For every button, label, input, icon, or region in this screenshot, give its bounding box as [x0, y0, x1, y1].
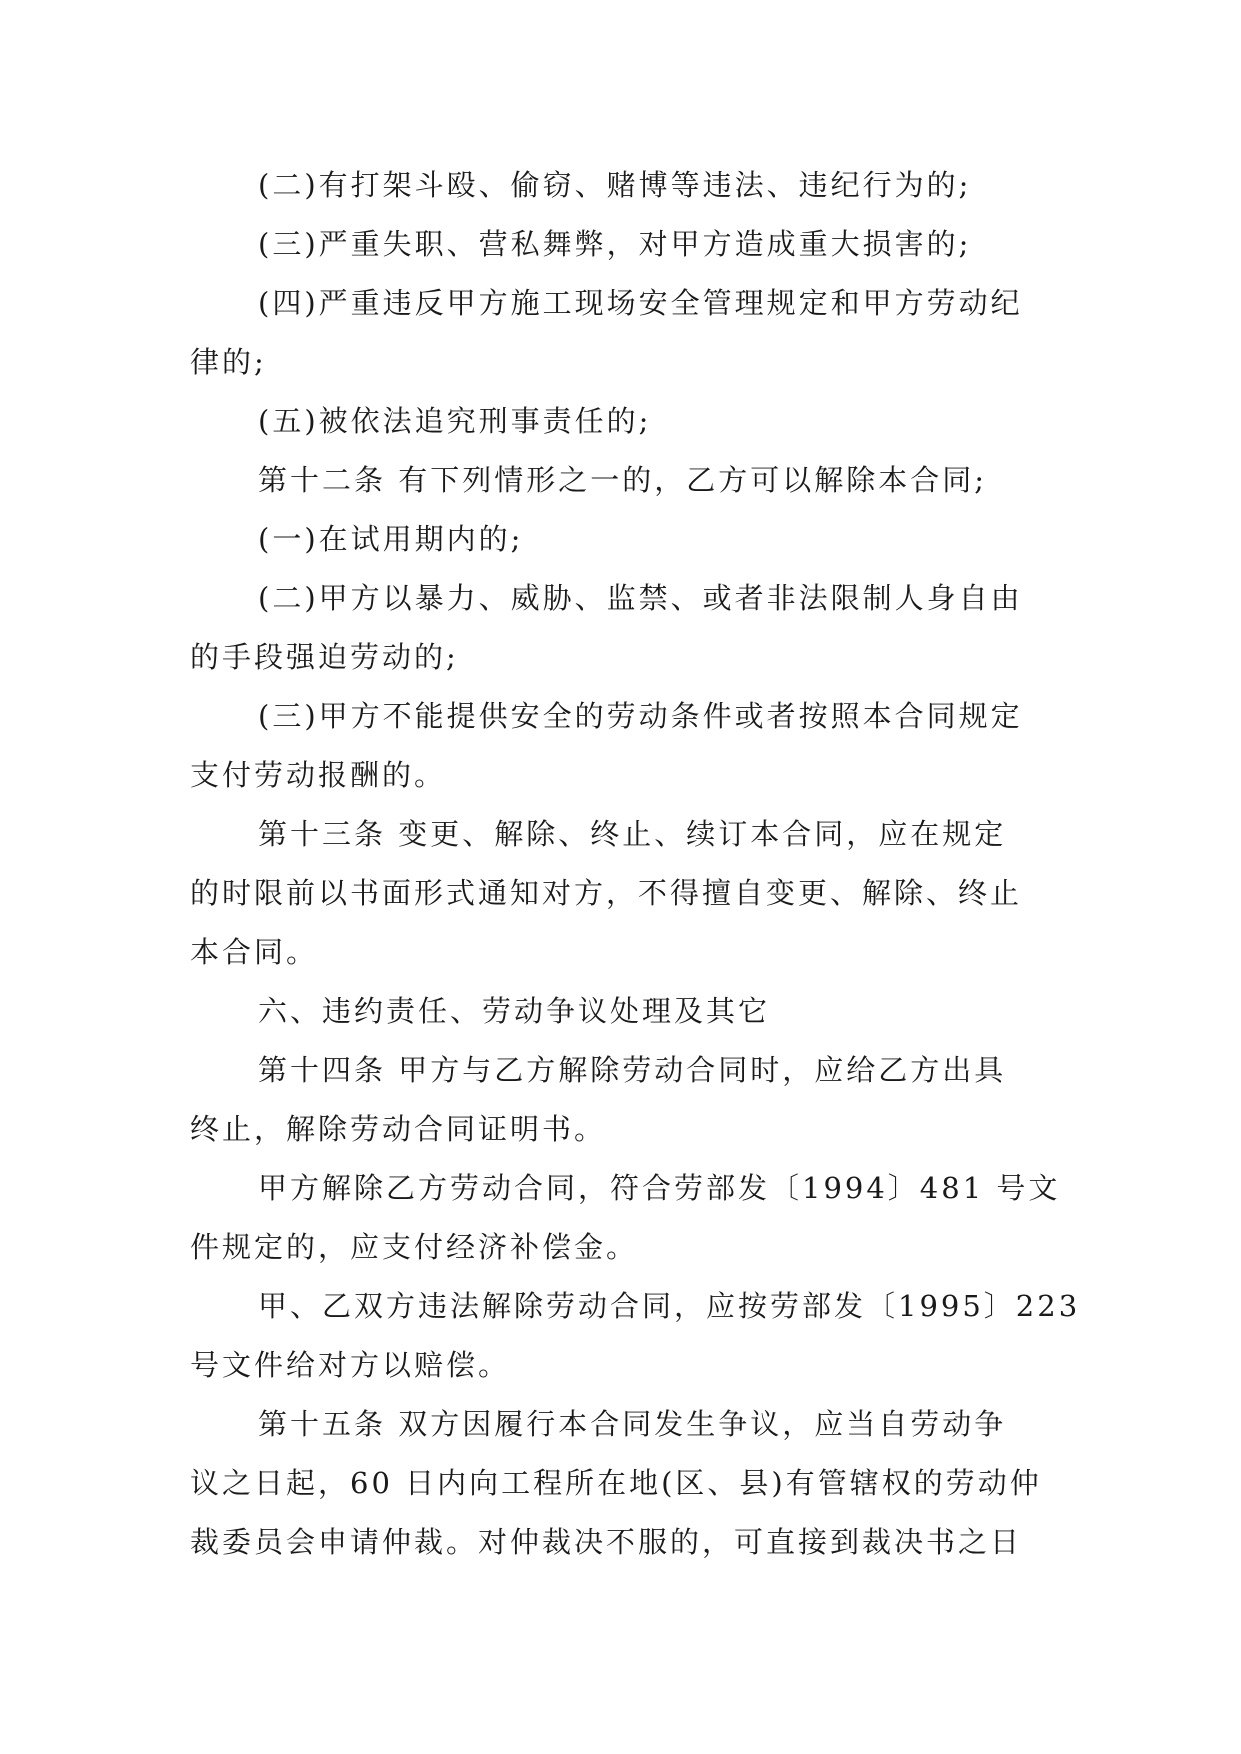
text-line: (三)严重失职、营私舞弊，对甲方造成重大损害的;	[258, 227, 972, 261]
text-line: 裁委员会申请仲裁。对仲裁决不服的，可直接到裁决书之日	[190, 1525, 1023, 1559]
text-line: 号文件给对方以赔偿。	[190, 1348, 511, 1382]
text-line: 甲方解除乙方劳动合同，符合劳部发〔1994〕481 号文	[258, 1171, 1061, 1205]
text-line: 第十二条 有下列情形之一的，乙方可以解除本合同;	[258, 463, 987, 497]
text-line: 支付劳动报酬的。	[190, 758, 447, 792]
text-line: 的时限前以书面形式通知对方，不得擅自变更、解除、终止	[190, 876, 1023, 910]
text-line: 甲、乙双方违法解除劳动合同，应按劳部发〔1995〕223	[258, 1289, 1081, 1323]
text-line: (五)被依法追究刑事责任的;	[258, 404, 652, 438]
text-line: 终止，解除劳动合同证明书。	[190, 1112, 607, 1146]
text-line: 件规定的，应支付经济补偿金。	[190, 1230, 639, 1264]
text-line: 的手段强迫劳动的;	[190, 640, 459, 674]
section-heading: 六、违约责任、劳动争议处理及其它	[258, 994, 771, 1028]
text-line: 第十五条 双方因履行本合同发生争议，应当自劳动争	[258, 1407, 1007, 1441]
text-line: (三)甲方不能提供安全的劳动条件或者按照本合同规定	[258, 699, 1023, 733]
text-line: 本合同。	[190, 935, 319, 969]
text-line: 第十三条 变更、解除、终止、续订本合同，应在规定	[258, 817, 1007, 851]
text-line: 议之日起，60 日内向工程所在地(区、县)有管辖权的劳动仲	[190, 1466, 1042, 1500]
text-line: (二)甲方以暴力、威胁、监禁、或者非法限制人身自由	[258, 581, 1023, 615]
text-line: 律的;	[190, 345, 267, 379]
text-line: (二)有打架斗殴、偷窃、赌博等违法、违纪行为的;	[258, 168, 972, 202]
text-line: (四)严重违反甲方施工现场安全管理规定和甲方劳动纪	[258, 286, 1023, 320]
text-line: (一)在试用期内的;	[258, 522, 524, 556]
text-line: 第十四条 甲方与乙方解除劳动合同时，应给乙方出具	[258, 1053, 1007, 1087]
